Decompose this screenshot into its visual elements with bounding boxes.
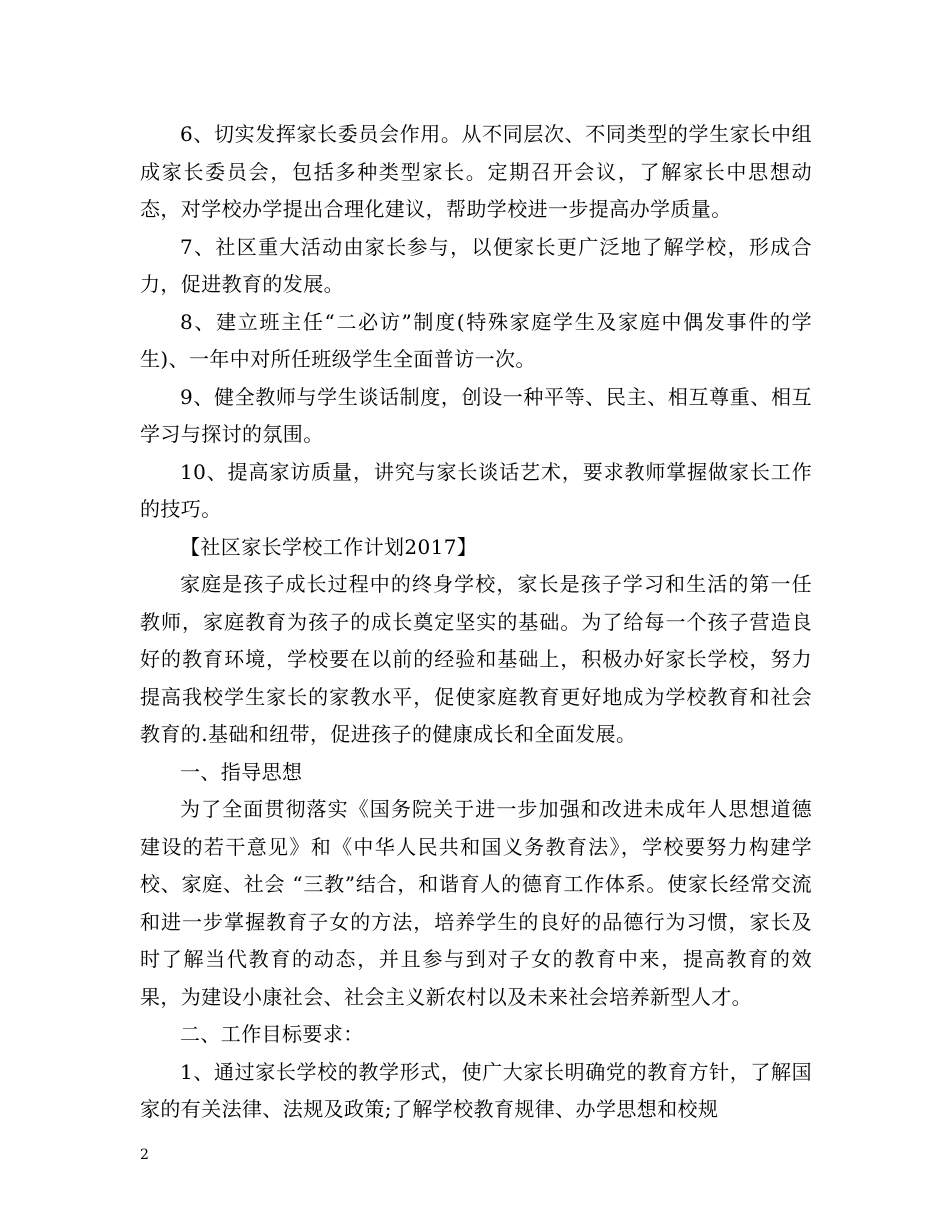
page-number: 2 — [140, 1147, 149, 1163]
heading-work-goals: 二、工作目标要求： — [180, 1022, 364, 1046]
section-title: 【社区家长学校工作计划2017】 — [180, 534, 478, 559]
paragraph-item-9: 9、健全教师与学生谈话制度，创设一种平等、民主、相互尊重、相互学习与探讨的氛围。 — [140, 384, 812, 446]
paragraph-item-8: 8、建立班主任“二必访”制度(特殊家庭学生及家庭中偶发事件的学生)、一年中对所任班级学生全面普访一次。 — [140, 309, 812, 371]
paragraph-item-6: 6、切实发挥家长委员会作用。从不同层次、不同类型的学生家长中组成家长委员会，包括多种类型家长。定期召开会议，了解家长中思想动态，对学校办学提出合理化建议，帮助学校进一步提高办学质量。 — [140, 122, 812, 221]
guiding-ideology-paragraph: 为了全面贯彻落实《国务院关于进一步加强和改进未成年人思想道德建设的若干意见》和《中华人民共和国义务教育法》，学校要努力构建学校、家庭、社会 “三教”结合，和谐育人的德育工作体系。使家长经常交流和进一步掌握教育子女的方法，培养学生的良好的品德行为习惯，家长及时了解当代教育的动态，并且参与到对子女的教育中来，提高教育的效果，为建设小康社会、社会主义新农村以及未来社会培养新型人才。 — [140, 797, 812, 1009]
intro-paragraph: 家庭是孩子成长过程中的终身学校，家长是孩子学习和生活的第一任教师，家庭教育为孩子的成长奠定坚实的基础。为了给每一个孩子营造良好的教育环境，学校要在以前的经验和基础上，积极办好家长学校，努力提高我校学生家长的家教水平，促使家庭教育更好地成为学校教育和社会教育的.基础和纽带，促进孩子的健康成长和全面发展。 — [140, 572, 812, 746]
heading-guiding-ideology: 一、指导思想 — [180, 759, 303, 784]
paragraph-item-7: 7、社区重大活动由家长参与，以便家长更广泛地了解学校，形成合力，促进教育的发展。 — [140, 234, 812, 296]
paragraph-item-10: 10、提高家访质量，讲究与家长谈话艺术，要求教师掌握做家长工作的技巧。 — [140, 459, 812, 521]
document-body — [140, 116, 812, 1129]
work-goal-item-1: 1、通过家长学校的教学形式，使广大家长明确党的教育方针，了解国家的有关法律、法规及政策;了解学校教育规律、办学思想和校规 — [140, 1059, 812, 1121]
